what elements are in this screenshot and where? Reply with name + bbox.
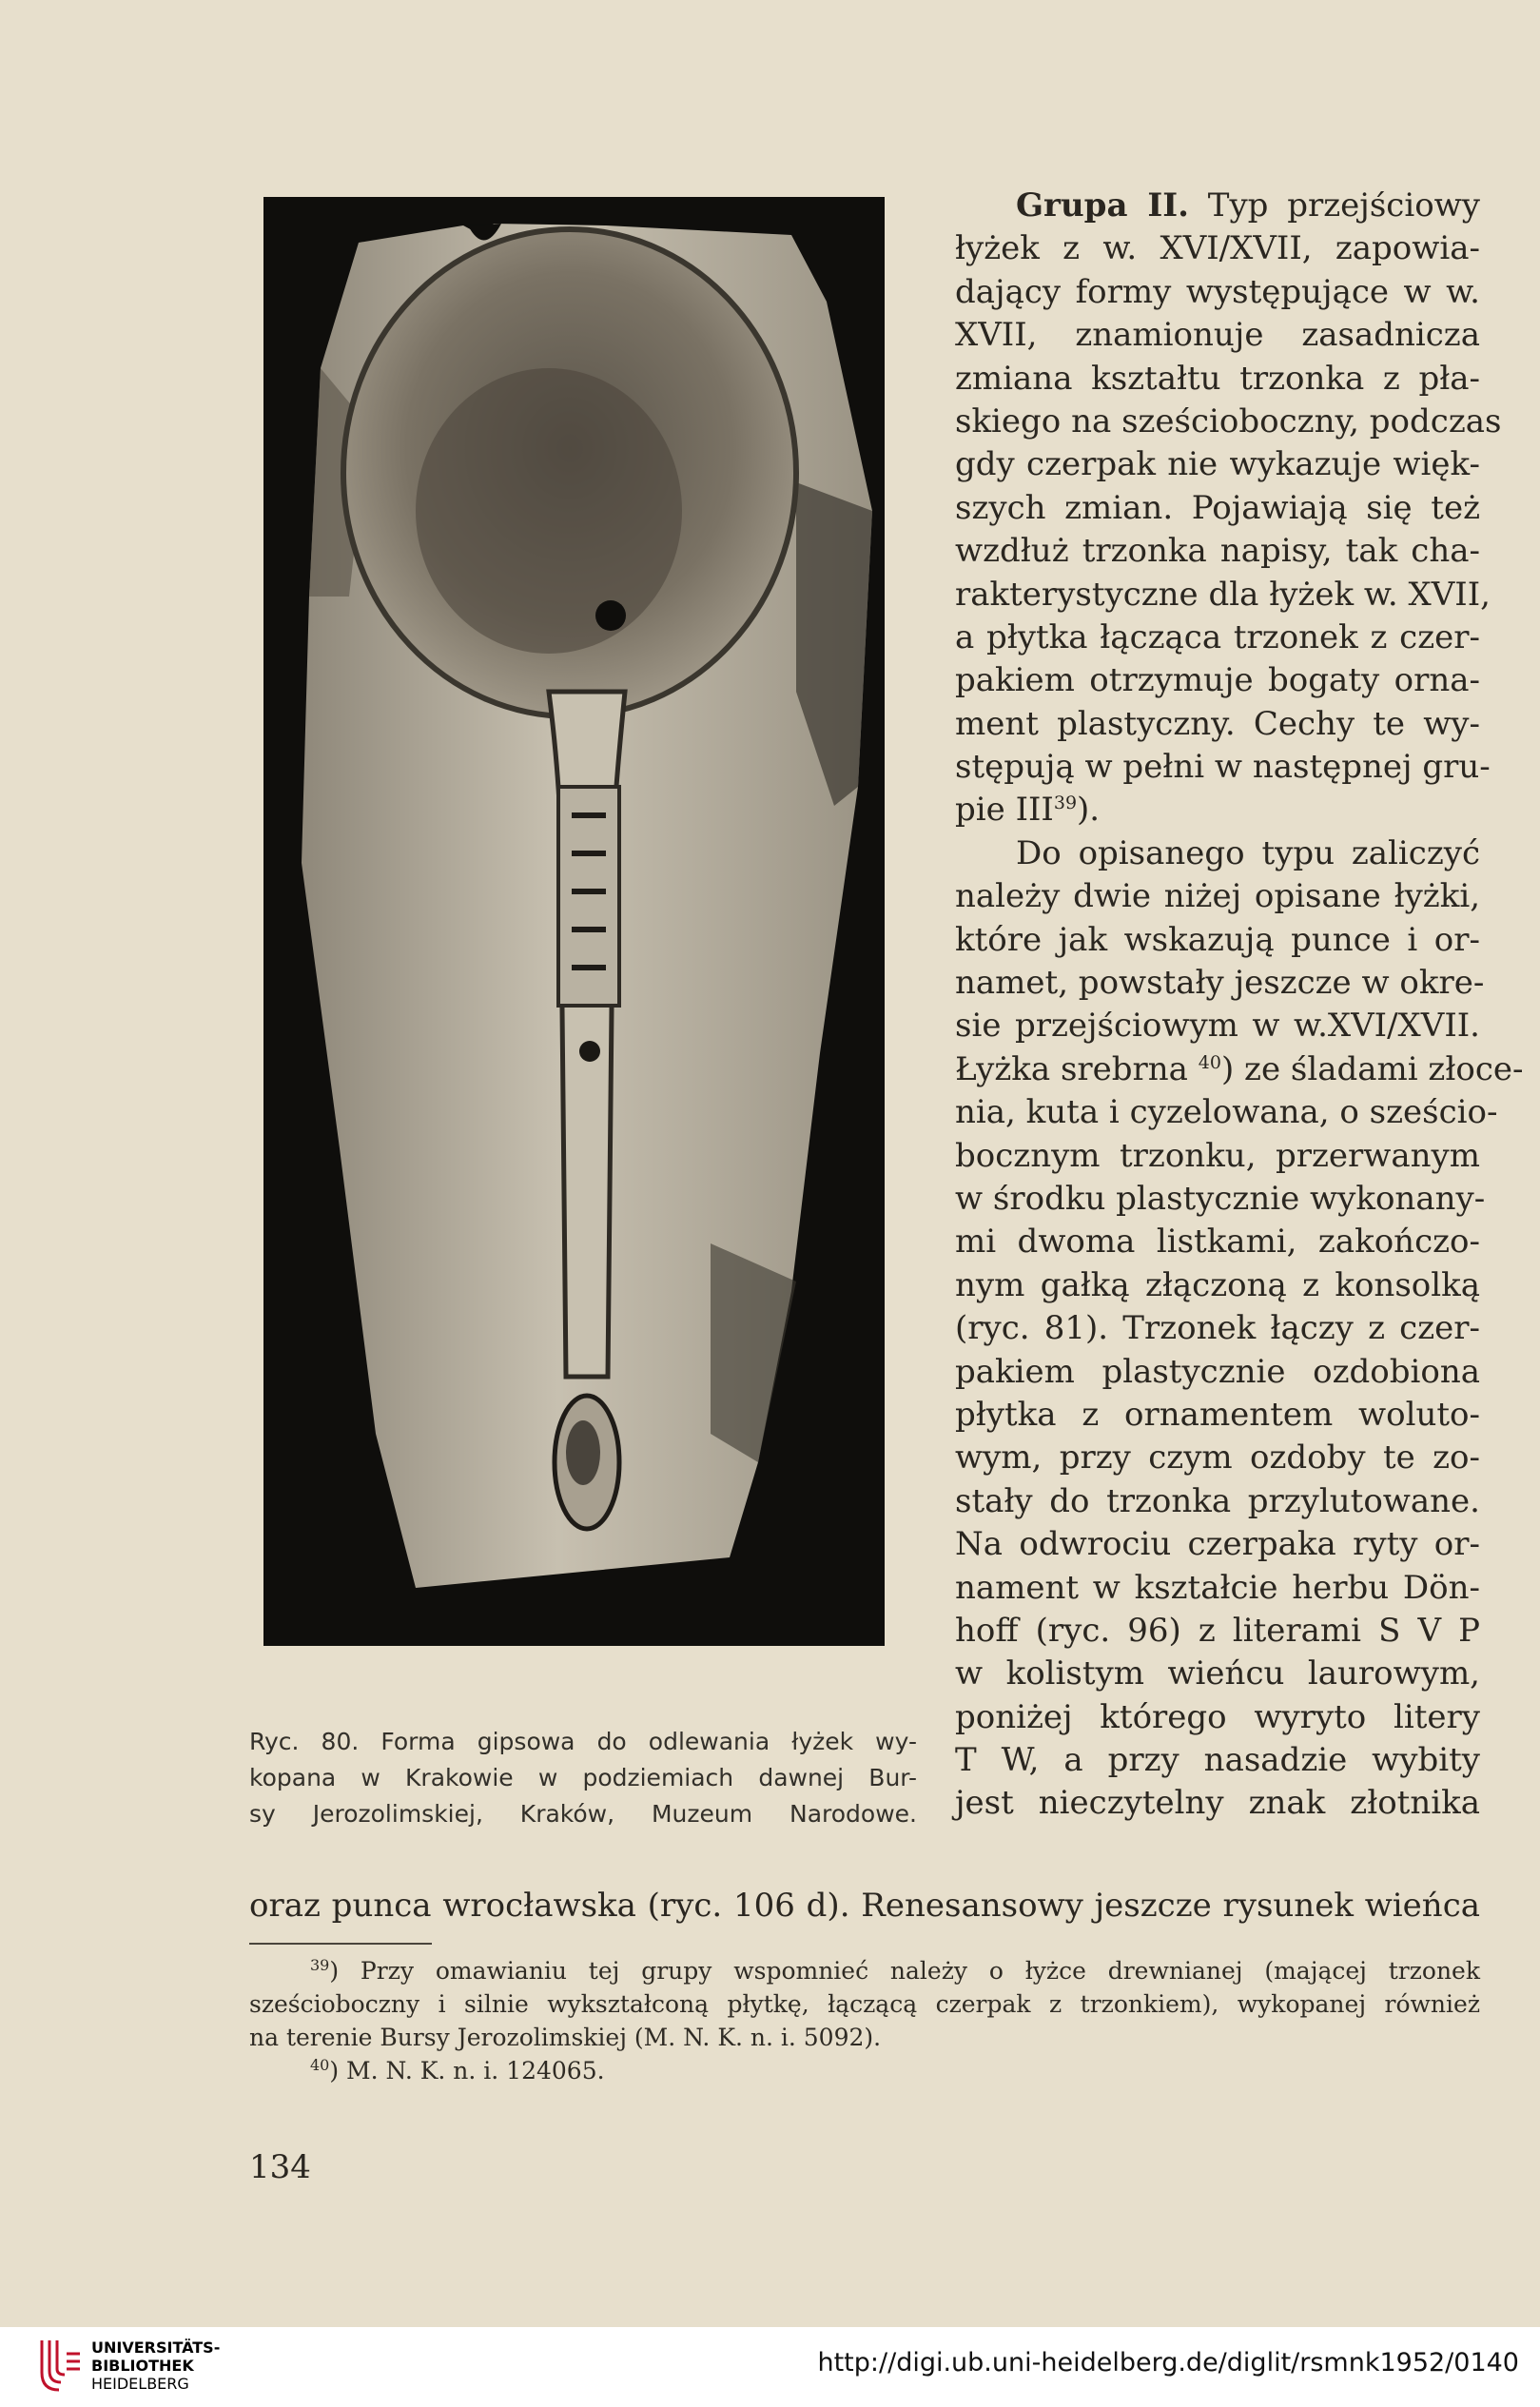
handle-hole xyxy=(579,1041,600,1062)
knob-shadow xyxy=(566,1420,600,1485)
library-footer xyxy=(0,2327,1540,2407)
text-line: łyżek z w. XVI/XVII, zapowia- xyxy=(955,229,1480,268)
body-text-column xyxy=(955,185,1524,1826)
text-line: skiego na sześcioboczny, podczas xyxy=(955,401,1502,440)
footnote-number: 39 xyxy=(310,1956,330,1974)
figure-caption xyxy=(249,1724,917,1832)
text-line: hoff (ryc. 96) z literami S V P xyxy=(955,1611,1480,1650)
text-line: dający formy występujące w w. xyxy=(955,272,1480,311)
text-line: poniżej którego wyryto litery xyxy=(955,1697,1480,1736)
bowl-hole xyxy=(595,600,626,631)
footnote-line: sześcioboczny i silnie wykształconą płytkę, łączącą czerpak z trzonkiem), wykopanej również xyxy=(249,1990,1480,2018)
footnote-number: 40 xyxy=(310,2056,330,2074)
text-line: namet, powstały jeszcze w okre- xyxy=(955,964,1485,1003)
text-line: (ryc. 81). Trzonek łączy z czer- xyxy=(955,1309,1480,1348)
text-line: Grupa II. Typ przejściowy xyxy=(1016,186,1480,225)
text-line: należy dwie niżej opisane łyżki, xyxy=(955,877,1480,916)
text-line: sie przejściowym w w.XVI/XVII. xyxy=(955,1007,1480,1046)
text-line: pakiem otrzymuje bogaty orna- xyxy=(955,661,1480,700)
text-line: stępują w pełni w następnej gru- xyxy=(955,748,1491,787)
text-line: ment plastyczny. Cechy te wy- xyxy=(955,704,1480,743)
text-line: Na odwrociu czerpaka ryty or- xyxy=(955,1525,1480,1564)
text-line: szych zmian. Pojawiają się też xyxy=(955,488,1480,527)
text-line: wym, przy czym ozdoby te zo- xyxy=(955,1438,1480,1477)
text-line-full-width: oraz punca wrocławska (ryc. 106 d). Renesansowy jeszcze rysunek wieńca xyxy=(249,1887,1480,1925)
text-line: Do opisanego typu zaliczyć xyxy=(1016,833,1480,872)
page-number: 134 xyxy=(249,2148,311,2186)
caption-line: kopana w Krakowie w podziemiach dawnej Bur- xyxy=(249,1764,917,1791)
text-line: jest nieczytelny znak złotnika xyxy=(955,1784,1480,1823)
handle-inscription-plate xyxy=(558,787,619,1006)
text-line: nym gałką złączoną z konsolką xyxy=(955,1265,1480,1304)
caption-line: Ryc. 80. Forma gipsowa do odlewania łyżek wy- xyxy=(249,1728,917,1755)
footnote-separator xyxy=(249,1943,432,1945)
section-heading: Grupa II. xyxy=(1016,186,1189,225)
library-name: UNIVERSITÄTS- BIBLIOTHEK HEIDELBERG xyxy=(91,2339,221,2393)
text-line: T W, a przy nasadzie wybity xyxy=(955,1741,1480,1780)
text-line: Łyżka srebrna $^{40}$) ze śladami złoce- xyxy=(955,1049,1524,1088)
text-line: w środku plastycznie wykonany- xyxy=(955,1179,1486,1218)
text-line: które jak wskazują punce i or- xyxy=(955,920,1480,959)
bowl-shadow xyxy=(416,368,682,654)
footnotes xyxy=(249,1954,1480,2087)
text-line: gdy czerpak nie wykazuje więk- xyxy=(955,445,1480,484)
text-line: stały do trzonka przylutowane. xyxy=(955,1481,1480,1520)
text-line: pakiem plastycznie ozdobiona xyxy=(955,1352,1480,1391)
text-line: płytka z ornamentem woluto- xyxy=(955,1395,1480,1434)
text-line: mi dwoma listkami, zakończo- xyxy=(955,1223,1480,1262)
library-logo-icon xyxy=(32,2335,86,2397)
spoon-mould-image xyxy=(263,197,885,1646)
footnote-ref[interactable]: 40 xyxy=(1198,1051,1221,1073)
text-line: zmiana kształtu trzonka z pła- xyxy=(955,359,1480,398)
caption-line: sy Jerozolimskiej, Kraków, Muzeum Narodowe. xyxy=(249,1800,917,1828)
text-line: wzdłuż trzonka napisy, tak cha- xyxy=(955,532,1480,571)
text-line: a płytka łącząca trzonek z czer- xyxy=(955,617,1480,656)
footnote-line: na terenie Bursy Jerozolimskiej (M. N. K. n. i. 5092). xyxy=(249,2024,882,2051)
text-line: nament w kształcie herbu Dön- xyxy=(955,1568,1480,1607)
footnote-ref[interactable]: 39 xyxy=(1053,793,1078,814)
text-line: bocznym trzonku, przerwanym xyxy=(955,1136,1480,1175)
dark-patch xyxy=(711,1243,796,1462)
figure-photo-spoon-mould xyxy=(263,197,885,1646)
text-line: pie III$^{39}$). xyxy=(955,791,1101,830)
text-line: rakterystyczne dla łyżek w. XVII, xyxy=(955,575,1491,614)
text-line: nia, kuta i cyzelowana, o sześcio- xyxy=(955,1093,1498,1132)
footnote-40: $^{40}$) M. N. K. n. i. 124065. xyxy=(310,2056,605,2084)
text-line: w kolistym wieńcu laurowym, xyxy=(955,1654,1480,1693)
footnote-39: $^{39}$) Przy omawianiu tej grupy wspomnieć należy o łyżce drewnianej (mającej trzonek xyxy=(310,1956,1480,1985)
source-url-link[interactable]: http://digi.ub.uni-heidelberg.de/diglit/rsmnk1952/0140 xyxy=(817,2348,1519,2378)
text-line: XVII, znamionuje zasadnicza xyxy=(955,316,1480,355)
